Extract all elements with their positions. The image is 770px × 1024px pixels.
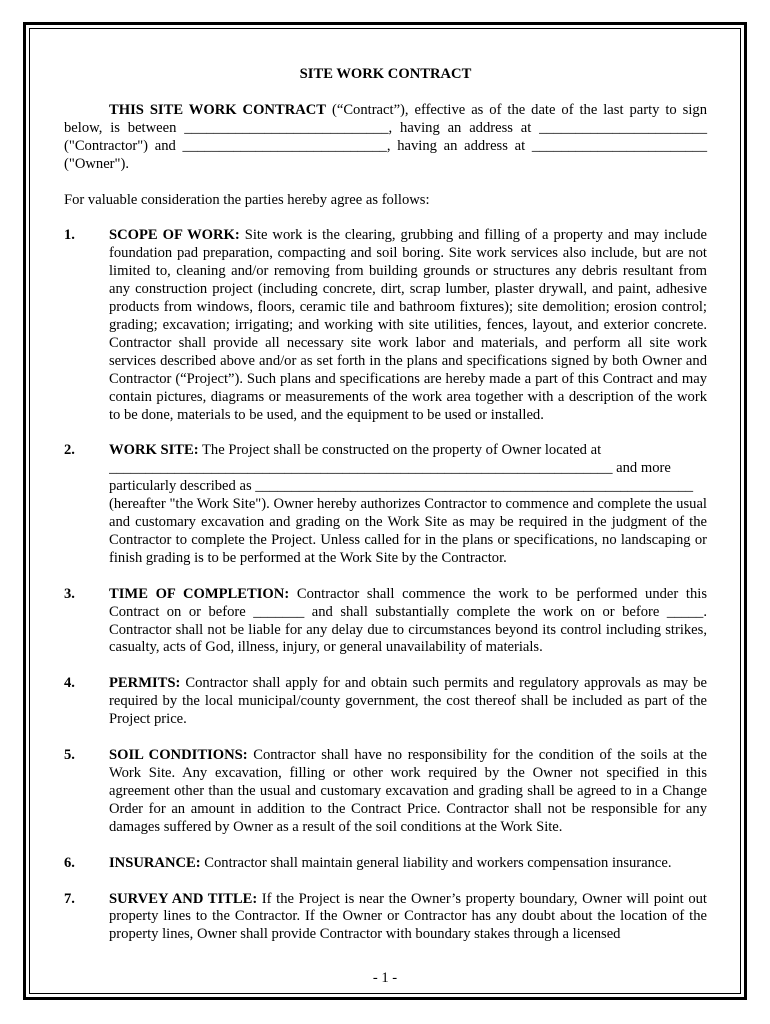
consideration-paragraph: For valuable consideration the parties hereby agree as follows: (64, 191, 430, 208)
section-body (109, 855, 707, 873)
section-heading: SOIL CONDITIONS: (109, 747, 248, 764)
section-insurance (64, 855, 707, 873)
section-text: If the Project is near the Owner’s property boundary, Owner will point out property lines to the Contractor. If the Owner or Contractor has any doubt about the location of the property lines, Owner shall provide Contractor with boundary stakes through a licensed (109, 890, 707, 943)
section-body (109, 675, 707, 729)
section-number: 1. (64, 227, 75, 244)
section-work-site (64, 442, 707, 567)
section-text: Contractor shall maintain general liability and workers compensation insurance. (200, 854, 672, 871)
section-scope-of-work (64, 227, 707, 424)
document-title: SITE WORK CONTRACT (299, 66, 472, 82)
section-number: 7. (64, 890, 75, 907)
section-body (109, 227, 707, 424)
section-body (109, 586, 707, 658)
section-number: 6. (64, 854, 75, 871)
section-number: 4. (64, 675, 75, 692)
section-heading: INSURANCE: (109, 854, 201, 871)
section-heading: SCOPE OF WORK: (109, 227, 240, 244)
intro-paragraph (64, 102, 707, 174)
section-number: 3. (64, 585, 75, 602)
section-body (109, 442, 707, 567)
section-text: Contractor shall have no responsibility for the condition of the soils at the Work Site. Any excavation, filling or other work required by the Owner not specified in this agreement other than the usual and customary excavation and grading shall be agreed to in a Change Order for an amount in addition to the Contract Price. Contractor shall not be responsible for any damages suffered by Owner as a result of the soil conditions at the Work Site. (109, 747, 707, 835)
section-text-continued: (hereafter "the Work Site"). Owner hereby authorizes Contractor to commence and complete the usual and customary excavation and grading on the Work Site as may be required in the judgment of the Contractor to complete the Project. Unless called for in the plans or specifications, no landscaping or finish grading is to be performed at the Work Site by the Contractor. (109, 496, 707, 566)
section-body (109, 747, 707, 837)
section-permits (64, 675, 707, 729)
section-text: Site work is the clearing, grubbing and filling of a property and may include foundation pad preparation, compacting and soil boring. Site work services also include, but are not limited to, cleaning and/or removing from building grounds or structures any debris resultant from any construction project (including concrete, dirt, scrap lumber, plaster drywall, and paint, adhesive products from windows, floors, ceramic tile and bathroom fixtures); site demolition; erosion control; grading; excavation; irrigating; and working with site utilities, fences, layout, and exterior concrete. Contractor shall provide all necessary site work labor and materials, and perform all site work services described above and/or as set forth in the plans and specifications signed by both Owner and Contractor (“Project”). Such plans and specifications are hereby made a part of this Contract and may contain pictures, diagrams or measurements of the work area together with a description of the work to be done, materials to be used, and the equipment to be used or installed. (109, 227, 707, 423)
section-body (109, 891, 707, 945)
section-heading: WORK SITE: (109, 442, 199, 459)
section-line (109, 442, 707, 460)
section-number: 5. (64, 747, 75, 764)
section-soil-conditions (64, 747, 707, 837)
address-blank-line: _____________________________________________________________________ and more (109, 460, 671, 477)
section-heading: SURVEY AND TITLE: (109, 890, 258, 907)
section-survey-and-title (64, 891, 707, 945)
document-page (64, 66, 707, 962)
description-blank-line: particularly described as ____________________________________________________________ (109, 478, 694, 495)
section-number: 2. (64, 442, 75, 459)
section-heading: PERMITS: (109, 675, 181, 692)
intro-text: (“Contract”), effective as of the date of the last party to sign below, is between ____________________________, having an address at _______________________ ("Contractor") and ____________________________, having an address at ________________________ ("Owner"). (64, 101, 707, 172)
section-heading: TIME OF COMPLETION: (109, 585, 290, 602)
section-time-of-completion (64, 586, 707, 658)
section-text: Contractor shall apply for and obtain such permits and regulatory approvals as may be required by the local municipal/county government, the cost thereof shall be included as part of the Project price. (109, 675, 707, 728)
intro-bold: THIS SITE WORK CONTRACT (109, 101, 327, 118)
section-text: The Project shall be constructed on the property of Owner located at (198, 442, 602, 459)
page-number: - 1 - (372, 970, 398, 986)
section-text: Contractor shall commence the work to be performed under this Contract on or before _______ and shall substantially complete the work on or before _____. Contractor shall not be liable for any delay due to circumstances beyond its control including strikes, casualty, acts of God, illness, injury, or general unavailability of materials. (109, 585, 708, 656)
